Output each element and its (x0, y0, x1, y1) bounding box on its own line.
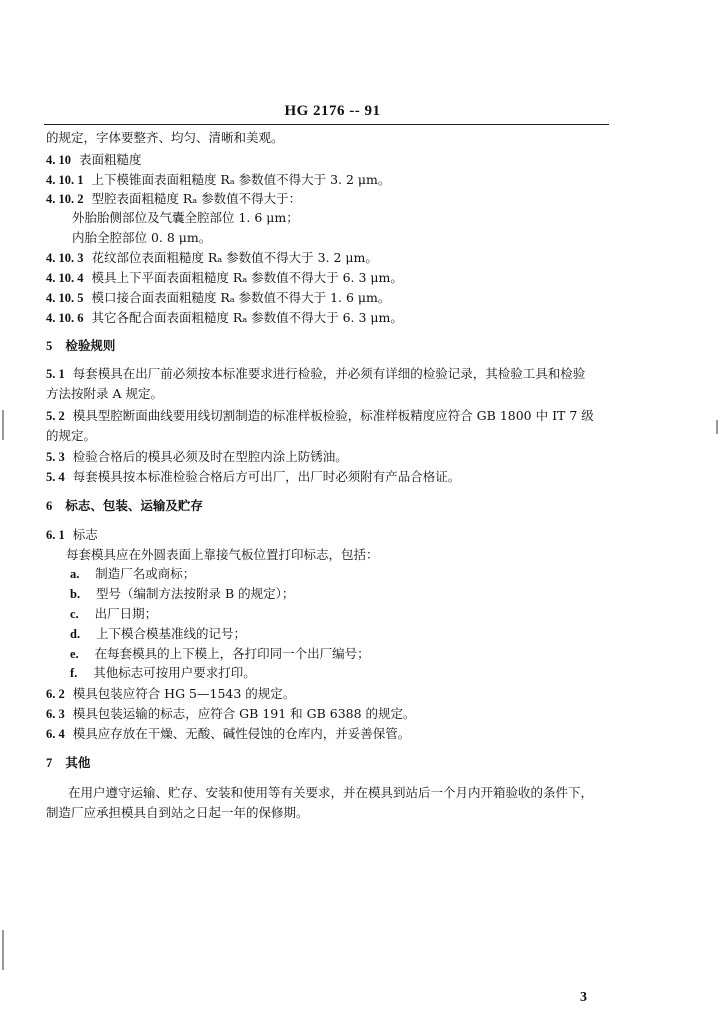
scan-mark (716, 420, 718, 434)
scan-mark (2, 930, 4, 970)
clause-subline: 每套模具应在外圆表面上靠接气板位置打印标志，包括： (66, 547, 379, 562)
clause-subline: 内胎全腔部位 0. 8 μm。 (72, 230, 212, 245)
standard-code-header: HG 2176 -- 91 (284, 103, 381, 119)
clause-line: 5. 4 每套模具按本标准检验合格后方可出厂，出厂时必须附有产品合格证。 (46, 469, 461, 484)
clause-line: 4. 10. 3 花纹部位表面粗糙度 Rₐ 参数值不得大于 3. 2 μm。 (46, 250, 378, 265)
paragraph-line: 的规定，字体要整齐、均匀、清晰和美观。 (46, 130, 284, 145)
list-item: f. 其他标志可按用户要求打印。 (70, 665, 256, 680)
list-item: a. 制造厂名或商标； (70, 566, 196, 581)
clause-subline: 外胎胎侧部位及气囊全腔部位 1. 6 μm； (72, 210, 299, 225)
paragraph-line: 在用户遵守运输、贮存、安装和使用等有关要求，并在模具到站后一个月内开箱验收的条件下， (68, 785, 594, 800)
list-item: d. 上下模合模基准线的记号； (70, 626, 246, 641)
section-heading-5: 5 检验规则 (46, 338, 116, 353)
clause-continuation: 方法按附录 A 规定。 (46, 386, 163, 401)
clause-line: 5. 3 检验合格后的模具必须及时在型腔内涂上防锈油。 (46, 449, 348, 464)
clause-line: 5. 1 每套模具在出厂前必须按本标准要求进行检验，并必须有详细的检验记录，其检验工具和检验 (46, 366, 586, 381)
list-item: b. 型号（编制方法按附录 B 的规定）； (70, 586, 295, 601)
clause-line: 4. 10. 5 模口接合面表面粗糙度 Rₐ 参数值不得大于 1. 6 μm。 (46, 290, 391, 305)
section-heading-6: 6 标志、包装、运输及贮存 (46, 498, 203, 513)
clause-line: 6. 3 模具包装运输的标志，应符合 GB 191 和 GB 6388 的规定。 (46, 706, 416, 721)
list-item: e. 在每套模具的上下模上，各打印同一个出厂编号； (70, 646, 370, 661)
clause-line: 4. 10. 4 模具上下平面表面粗糙度 Rₐ 参数值不得大于 6. 3 μm。 (46, 270, 403, 285)
clause-line: 5. 2 模具型腔断面曲线要用线切割制造的标准样板检验，标准样板精度应符合 GB 1800 中 IT 7 级 (46, 408, 594, 423)
clause-continuation: 的规定。 (46, 428, 97, 443)
clause-line: 4. 10. 2 型腔表面粗糙度 Rₐ 参数值不得大于： (46, 191, 302, 206)
section-heading: 4. 10 表面粗糙度 (46, 152, 142, 167)
paragraph-line: 制造厂应承担模具自到站之日起一年的保修期。 (46, 805, 309, 820)
clause-line: 4. 10. 1 上下模锥面表面粗糙度 Rₐ 参数值不得大于 3. 2 μm。 (46, 172, 391, 187)
page-number: 3 (580, 990, 587, 1005)
scan-mark (2, 410, 4, 440)
list-item: c. 出厂日期； (70, 606, 158, 621)
clause-line: 4. 10. 6 其它各配合面表面粗糙度 Rₐ 参数值不得大于 6. 3 μm。 (46, 310, 403, 325)
clause-line: 6. 4 模具应存放在干燥、无酸、碱性侵蚀的仓库内，并妥善保管。 (46, 726, 411, 741)
section-heading-7: 7 其他 (46, 755, 91, 770)
header-rule (44, 124, 609, 125)
clause-line: 6. 2 模具包装应符合 HG 5—1543 的规定。 (46, 686, 296, 701)
clause-line: 6. 1 标志 (46, 527, 98, 542)
